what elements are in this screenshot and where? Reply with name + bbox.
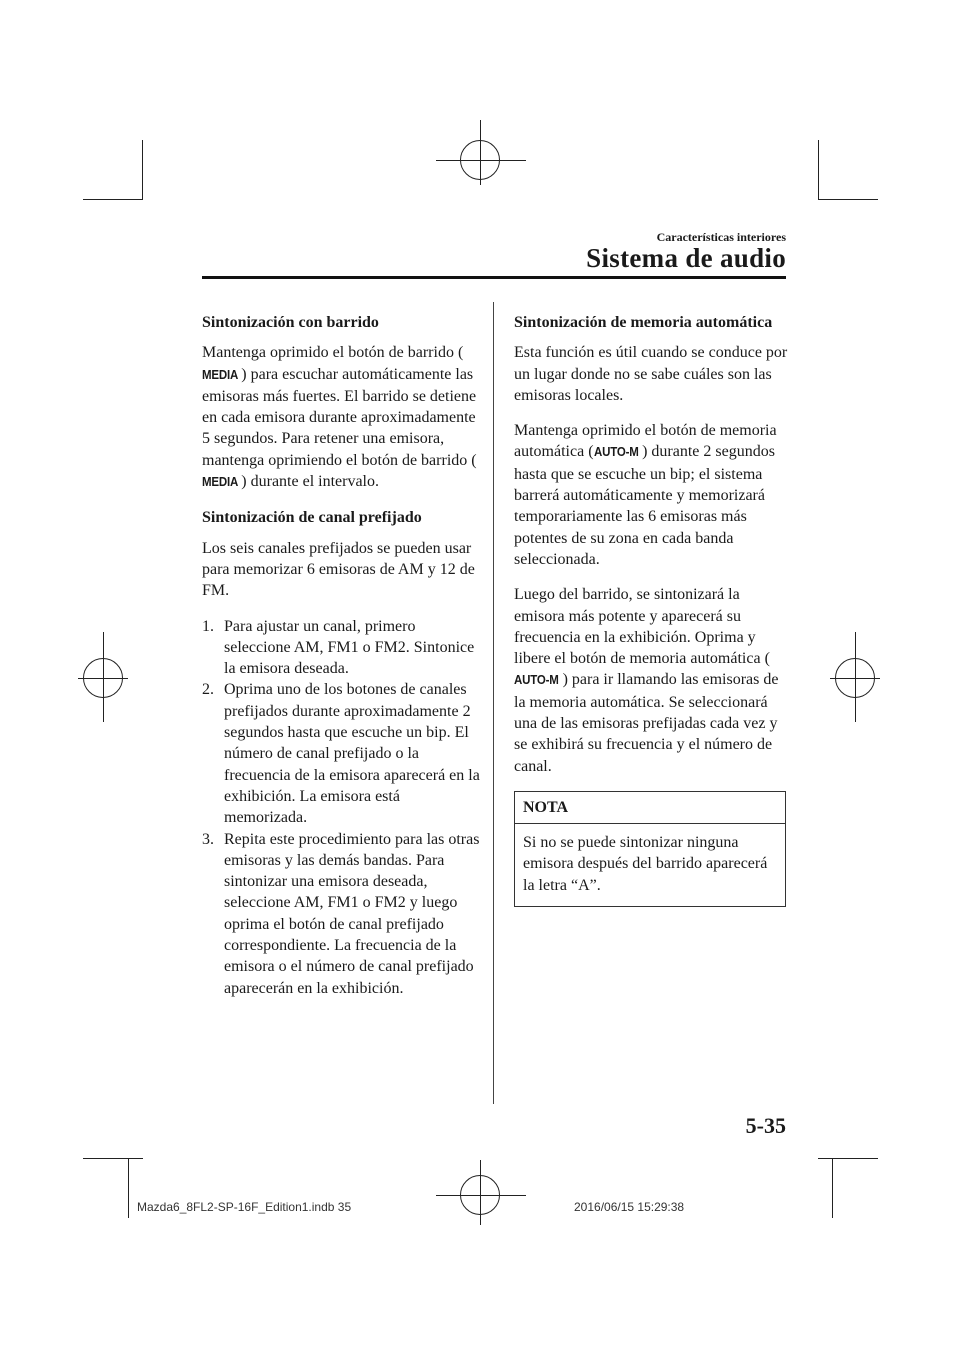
crop-mark	[832, 1158, 833, 1218]
print-timestamp: 2016/06/15 15:29:38	[574, 1200, 685, 1214]
text-span: ) para escuchar automáticamente las emisoras más fuertes. El barrido se detiene en cada emisora durante aproximadamente 5 segundos. Para retener una emisora, mantenga oprimiendo el botón de barrido (	[202, 365, 477, 469]
step-text: Repita este procedimiento para las otras emisoras y las demás bandas. Para sintonizar una emisora deseada, seleccione AM, FM1 o FM2 y luego oprima el botón de canal prefijado correspondiente. La frecuencia de la emisora o el número de canal prefijado aparecerán en la exhibición.	[224, 830, 480, 997]
auto-m-button-icon: AUTO-M	[593, 445, 639, 460]
step-text: Oprima uno de los botones de canales prefijados durante aproximadamente 2 segundos hasta que escuche un bip. El número de canal prefijado o la frecuencia de la emisora aparecerá en la exhibición. La emisora está memorizada.	[224, 681, 480, 827]
note-text: Si no se puede sintonizar ninguna emisora después del barrido aparecerá la letra “A”.	[523, 833, 768, 894]
crop-mark	[818, 140, 819, 200]
note-title: NOTA	[515, 792, 785, 824]
list-item	[202, 829, 480, 999]
step-number: 1.	[202, 617, 214, 635]
scan-tuning-paragraph	[202, 342, 480, 493]
crop-mark	[103, 632, 104, 722]
page-number: 5-35	[745, 1113, 786, 1138]
preset-tuning-heading: Sintonización de canal prefijado	[202, 509, 422, 527]
crop-mark	[142, 140, 143, 200]
crop-mark	[436, 160, 526, 161]
crop-mark	[818, 199, 878, 200]
section-title: Sistema de audio	[586, 243, 786, 273]
auto-memory-paragraph	[514, 420, 788, 570]
crop-mark	[480, 1160, 481, 1225]
preset-steps-list	[202, 616, 480, 999]
left-column	[202, 312, 480, 999]
step-number: 3.	[202, 830, 214, 848]
media-button-icon: MEDIA	[202, 367, 239, 382]
crop-mark	[436, 1195, 526, 1196]
note-box	[514, 791, 786, 907]
step-text: Para ajustar un canal, primero seleccione AM, FM1 o FM2. Sintonice la emisora deseada.	[224, 617, 475, 678]
crop-mark	[128, 1158, 129, 1218]
crop-mark	[818, 1158, 878, 1159]
text-span: ) durante 2 segundos hasta que se escuche un bip; el sistema barrerá automáticamente y memorizará temporariamente las 6 emisoras más potentes de su zona en cada banda seleccionada.	[514, 443, 775, 568]
chapter-title: Características interiores	[656, 230, 786, 244]
text-span: Mantenga oprimido el botón de memoria automática (	[514, 422, 777, 461]
auto-memory-recall-paragraph	[514, 584, 788, 777]
text-span: Luego del barrido, se sintonizará la emisora más potente y aparecerá su frecuencia en la exhibición. Oprima y libere el botón de memoria automática (	[514, 586, 770, 668]
auto-memory-intro: Esta función es útil cuando se conduce por un lugar donde no se sabe cuáles son las emisoras locales.	[514, 344, 788, 404]
list-item	[202, 679, 480, 828]
column-divider	[493, 302, 494, 1104]
list-item	[202, 616, 480, 680]
text-span: Mantenga oprimido el botón de barrido (	[202, 344, 464, 362]
auto-m-button-icon: AUTO-M	[514, 673, 559, 688]
header-rule	[202, 276, 786, 279]
crop-mark	[480, 120, 481, 185]
media-button-icon: MEDIA	[202, 475, 239, 490]
preset-intro-paragraph: Los seis canales prefijados se pueden usar para memorizar 6 emisoras de AM y 12 de FM.	[202, 539, 475, 600]
right-column	[514, 312, 788, 907]
text-span: ) durante el intervalo.	[241, 473, 379, 491]
step-number: 2.	[202, 681, 214, 699]
scan-tuning-heading: Sintonización con barrido	[202, 314, 379, 331]
print-file-info: Mazda6_8FL2-SP-16F_Edition1.indb 35	[137, 1200, 352, 1214]
crop-mark	[83, 199, 143, 200]
auto-memory-heading: Sintonización de memoria automática	[514, 314, 773, 331]
crop-mark	[83, 1158, 143, 1159]
crop-mark	[855, 632, 856, 722]
text-span: ) para ir llamando las emisoras de la memoria automática. Se seleccionará una de las emisoras prefijadas cada vez y se exhibirá su frecuencia y el número de canal.	[514, 671, 779, 775]
